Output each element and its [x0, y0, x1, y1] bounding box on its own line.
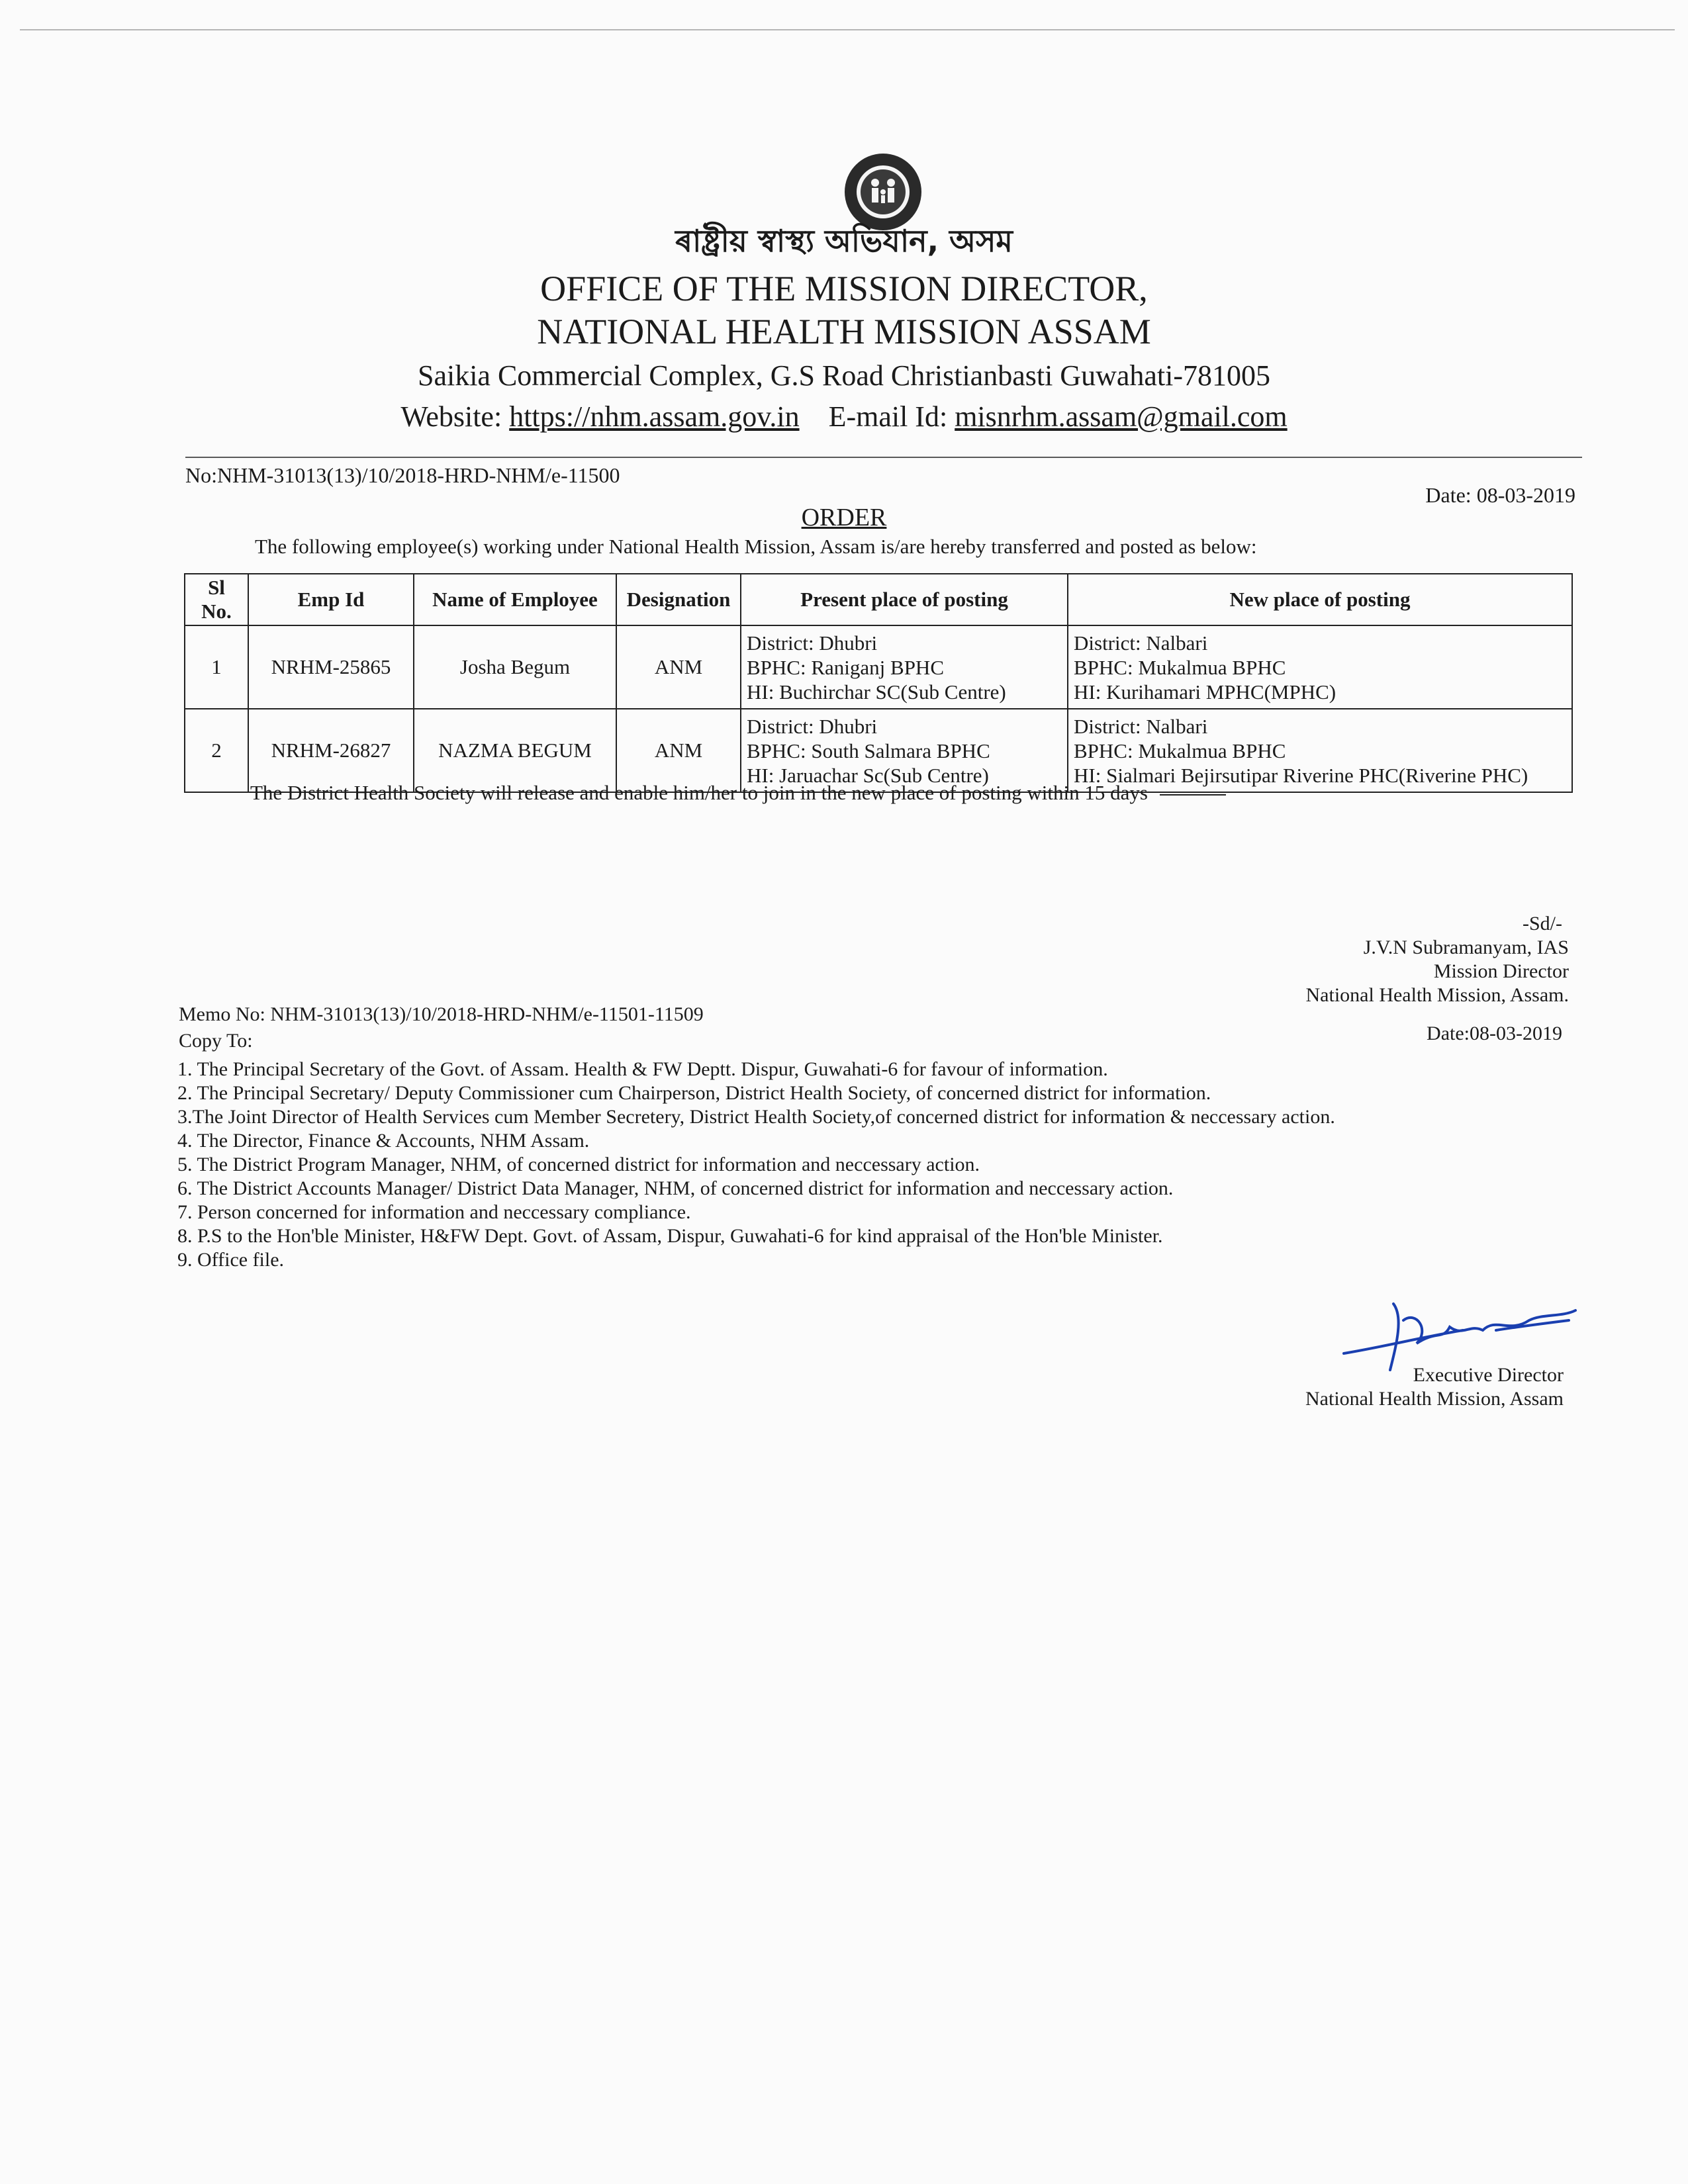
- memo-no: Memo No: NHM-31013(13)/10/2018-HRD-NHM/e-11501-11509: [179, 1003, 704, 1025]
- new-bphc: BPHC: Mukalmua BPHC: [1074, 655, 1286, 679]
- contact-line: [0, 400, 1688, 433]
- order-closing-text: The District Health Society will release and enable him/her to join in the new place of posting within 15 days: [250, 781, 1148, 804]
- emp-id-cell: NRHM-26827: [248, 709, 414, 792]
- signatory-title: Mission Director: [1433, 960, 1569, 982]
- endorser-org: National Health Mission, Assam: [1305, 1388, 1564, 1410]
- list-item: 3.The Joint Director of Health Services cum Member Secretery, District Health Society,of concerned district for information & neccessary action.: [177, 1106, 1335, 1128]
- new-bphc: BPHC: Mukalmua BPHC: [1074, 739, 1286, 762]
- present-bphc: BPHC: Raniganj BPHC: [747, 655, 944, 679]
- endorser-block: [1305, 1363, 1564, 1411]
- emp-id-cell: NRHM-25865: [248, 625, 414, 709]
- order-title: ORDER: [801, 504, 887, 531]
- new-hi: HI: Kurihamari MPHC(MPHC): [1074, 680, 1336, 704]
- order-ref-no: No:NHM-31013(13)/10/2018-HRD-NHM/e-11500: [185, 463, 620, 487]
- col-new-posting: New place of posting: [1068, 574, 1572, 625]
- memo-date: Date:08-03-2019: [1427, 1023, 1562, 1044]
- present-hi: HI: Buchirchar SC(Sub Centre): [747, 680, 1006, 704]
- col-designation: Designation: [616, 574, 741, 625]
- copy-to-label: Copy To:: [179, 1030, 253, 1052]
- list-item: 6. The District Accounts Manager/ District Data Manager, NHM, of concerned district for information and neccessary action.: [177, 1177, 1174, 1199]
- org-name: NATIONAL HEALTH MISSION ASSAM: [537, 312, 1151, 351]
- office-line: OFFICE OF THE MISSION DIRECTOR,: [540, 269, 1148, 308]
- signatory-block: [1306, 912, 1569, 1007]
- endorser-title: Executive Director: [1413, 1364, 1564, 1386]
- order-intro: The following employee(s) working under National Health Mission, Assam is/are hereby transferred and posted as below:: [255, 535, 1257, 558]
- present-posting-cell: [741, 625, 1068, 709]
- present-hi: HI: Jaruachar Sc(Sub Centre): [747, 763, 989, 787]
- employee-name-cell: Josha Begum: [414, 625, 616, 709]
- email-link[interactable]: misnrhm.assam@gmail.com: [955, 400, 1288, 433]
- designation-cell: ANM: [616, 625, 741, 709]
- new-posting-cell: [1068, 625, 1572, 709]
- present-district: District: Dhubri: [747, 714, 878, 738]
- list-item: 1. The Principal Secretary of the Govt. of Assam. Health & FW Deptt. Dispur, Guwahati-6 for favour of information.: [177, 1058, 1108, 1080]
- table-header-row: [185, 574, 1572, 625]
- assamese-title: ৰাষ্ট্ৰীয় স্বাস্থ্য অভিযান, অসম: [675, 223, 1013, 259]
- table-row: [185, 709, 1572, 792]
- email-label: E-mail Id:: [828, 400, 948, 433]
- present-bphc: BPHC: South Salmara BPHC: [747, 739, 990, 762]
- present-posting-cell: [741, 709, 1068, 792]
- designation-cell: ANM: [616, 709, 741, 792]
- website-label: Website:: [400, 400, 502, 433]
- list-item: 4. The Director, Finance & Accounts, NHM Assam.: [177, 1130, 590, 1152]
- new-posting-cell: [1068, 709, 1572, 792]
- website-link[interactable]: https://nhm.assam.gov.in: [509, 400, 800, 433]
- new-hi: HI: Sialmari Bejirsutipar Riverine PHC(Riverine PHC): [1074, 763, 1528, 787]
- sl-no-cell: 1: [185, 625, 248, 709]
- new-district: District: Nalbari: [1074, 631, 1208, 655]
- sd-mark: -Sd/-: [1523, 913, 1562, 934]
- list-item: 8. P.S to the Hon'ble Minister, H&FW Dept. Govt. of Assam, Dispur, Guwahati-6 for kind appraisal of the Hon'ble Minister.: [177, 1225, 1163, 1247]
- list-item: 9. Office file.: [177, 1249, 285, 1271]
- strikethrough-mark: [1160, 794, 1226, 796]
- present-district: District: Dhubri: [747, 631, 878, 655]
- copy-to-list: [177, 1058, 1335, 1272]
- sl-no-cell: 2: [185, 709, 248, 792]
- list-item: 2. The Principal Secretary/ Deputy Commissioner cum Chairperson, District Health Society, of concerned district for information.: [177, 1082, 1211, 1104]
- header-divider: [185, 457, 1582, 458]
- col-emp-id: Emp Id: [248, 574, 414, 625]
- signatory-org: National Health Mission, Assam.: [1305, 984, 1569, 1006]
- col-sl-no: Sl No.: [185, 574, 248, 625]
- col-present-posting: Present place of posting: [741, 574, 1068, 625]
- transfer-table: [184, 573, 1573, 793]
- order-closing: [250, 781, 1226, 805]
- employee-name-cell: NAZMA BEGUM: [414, 709, 616, 792]
- signatory-name: J.V.N Subramanyam, IAS: [1363, 936, 1569, 958]
- office-address: Saikia Commercial Complex, G.S Road Christianbasti Guwahati-781005: [417, 359, 1271, 392]
- table-row: [185, 625, 1572, 709]
- list-item: 7. Person concerned for information and neccessary compliance.: [177, 1201, 691, 1223]
- col-name: Name of Employee: [414, 574, 616, 625]
- new-district: District: Nalbari: [1074, 714, 1208, 738]
- order-date: Date: 08-03-2019: [1425, 483, 1575, 507]
- top-border-line: [20, 29, 1675, 30]
- list-item: 5. The District Program Manager, NHM, of concerned district for information and neccessary action.: [177, 1154, 980, 1175]
